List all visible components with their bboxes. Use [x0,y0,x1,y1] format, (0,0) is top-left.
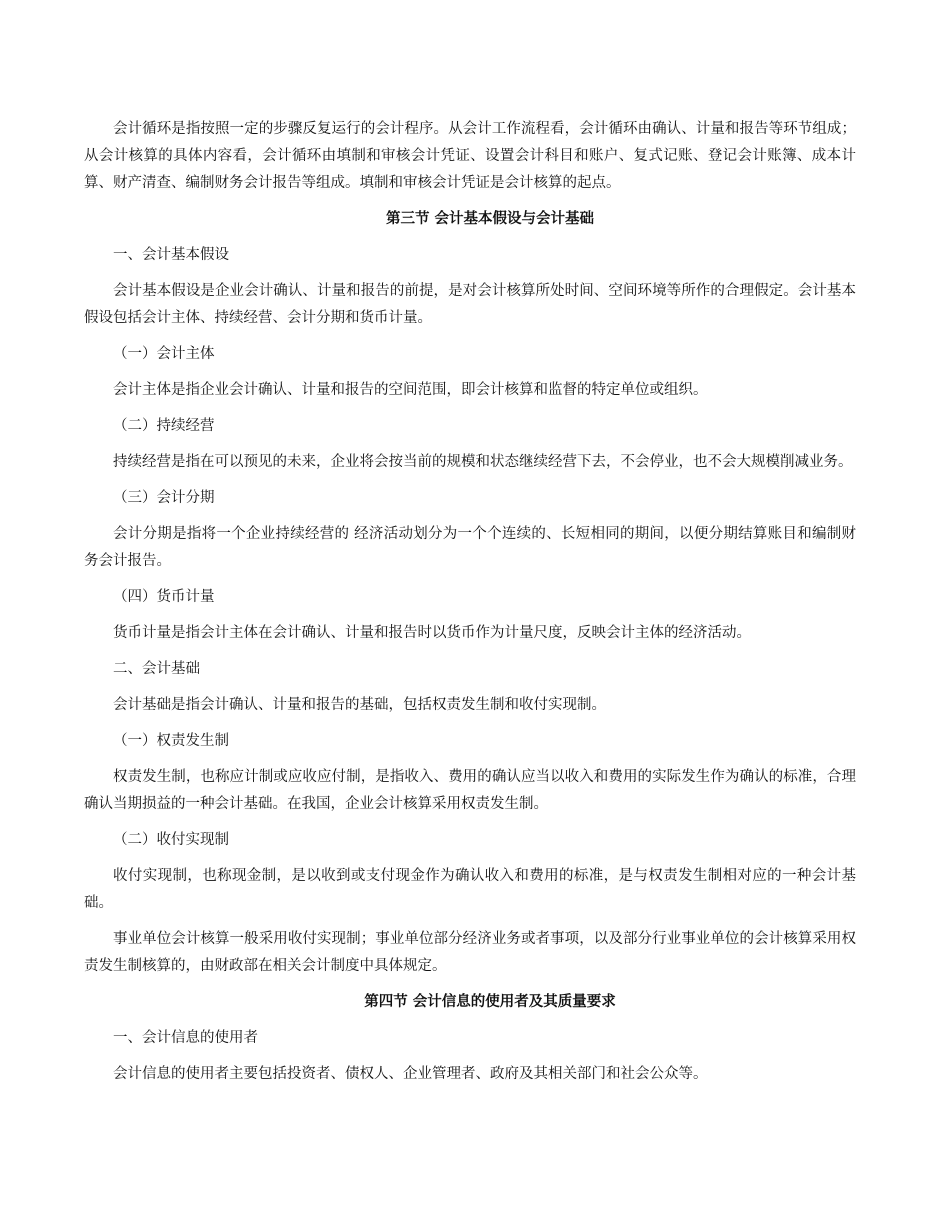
heading-accounting-entity: （一）会计主体 [113,346,215,362]
heading-accounting-periods: （三）会计分期 [113,490,215,506]
heading-basic-assumptions: 一、会计基本假设 [113,247,229,263]
heading-going-concern: （二）持续经营 [113,418,215,434]
document-body [84,116,856,1097]
paragraph-monetary-measurement: 货币计量是指会计主体在会计确认、计量和报告时以货币作为计量尺度，反映会计主体的经济活动。 [113,625,751,641]
paragraph-public-institutions: 事业单位会计核算一般采用收付实现制；事业单位部分经济业务或者事项，以及部分行业事业单位的会计核算采用权责发生制核算的，由财政部在相关会计制度中具体规定。 [84,931,856,974]
paragraph-cash-basis: 收付实现制，也称现金制，是以收到或支付现金作为确认收入和费用的标准，是与权责发生制相对应的一种会计基础。 [84,868,856,911]
paragraph-basic-assumptions: 会计基本假设是企业会计确认、计量和报告的前提，是对会计核算所处时间、空间环境等所作的合理假定。会计基本假设包括会计主体、持续经营、会计分期和货币计量。 [84,283,856,326]
paragraph-accounting-cycle: 会计循环是指按照一定的步骤反复运行的会计程序。从会计工作流程看，会计循环由确认、计量和报告等环节组成；从会计核算的具体内容看，会计循环由填制和审核会计凭证、设置会计科目和账户、复式记账、登记会计账簿、成本计算、财产清查、编制财务会计报告等组成。填制和审核会计凭证是会计核算的起点。 [84,121,856,191]
paragraph-accounting-entity: 会计主体是指企业会计确认、计量和报告的空间范围，即会计核算和监督的特定单位或组织。 [113,382,708,398]
heading-accrual-basis: （一）权责发生制 [113,733,229,749]
paragraph-accrual-basis: 权责发生制，也称应计制或应收应付制，是指收入、费用的确认应当以收入和费用的实际发生作为确认的标准，合理确认当期损益的一种会计基础。在我国，企业会计核算采用权责发生制。 [84,769,856,812]
heading-information-users: 一、会计信息的使用者 [113,1030,258,1046]
paragraph-accounting-basis: 会计基础是指会计确认、计量和报告的基础，包括权责发生制和收付实现制。 [113,697,606,713]
paragraph-going-concern: 持续经营是指在可以预见的未来，企业将会按当前的规模和状态继续经营下去，不会停业，也不会大规模削减业务。 [113,454,853,470]
paragraph-accounting-periods: 会计分期是指将一个企业持续经营的 经济活动划分为一个个连续的、长短相同的期间，以便分期结算账目和编制财务会计报告。 [84,526,856,569]
heading-accounting-basis: 二、会计基础 [113,661,200,677]
heading-monetary-measurement: （四）货币计量 [113,589,215,605]
section-title-4: 第四节 会计信息的使用者及其质量要求 [364,994,616,1010]
heading-cash-basis: （二）收付实现制 [113,832,229,848]
paragraph-information-users: 会计信息的使用者主要包括投资者、债权人、企业管理者、政府及其相关部门和社会公众等。 [113,1066,708,1082]
section-title-3: 第三节 会计基本假设与会计基础 [385,211,595,227]
